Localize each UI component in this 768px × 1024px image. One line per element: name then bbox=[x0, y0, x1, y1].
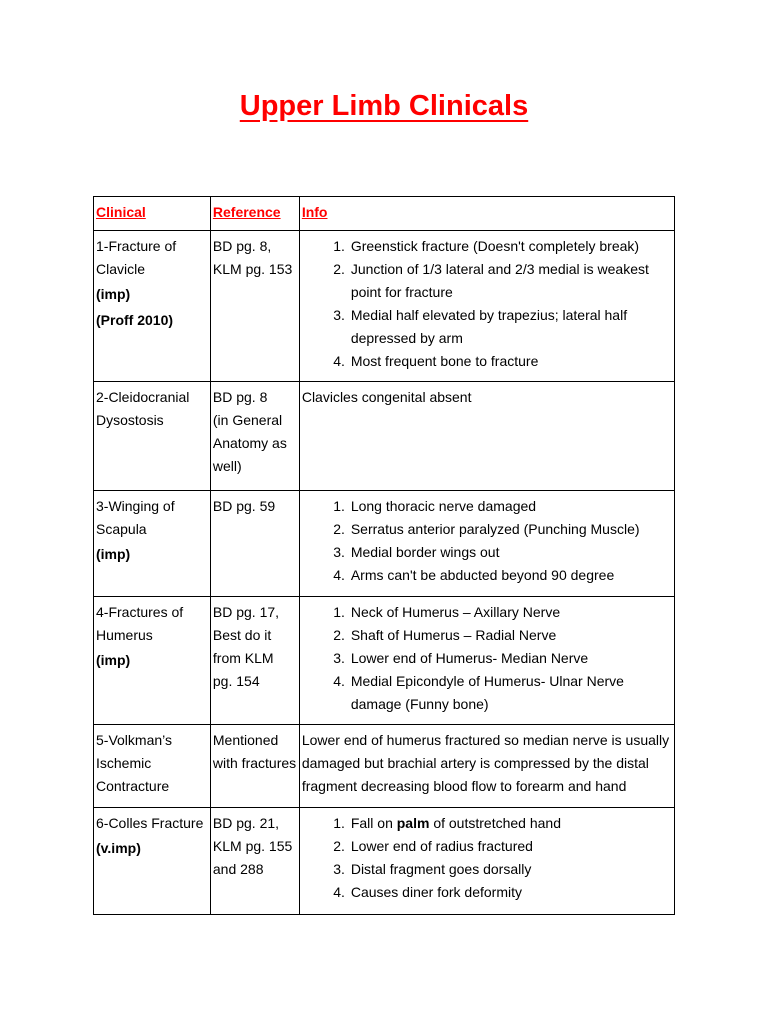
reference-cell bbox=[210, 382, 299, 491]
list-item: 3. Lower end of Humerus- Median Nerve bbox=[349, 647, 672, 670]
list-item: 3. Medial border wings out bbox=[349, 541, 672, 564]
list-item: 4. Medial Epicondyle of Humerus- Ulnar Nerve damage (Funny bone) bbox=[349, 670, 672, 716]
reference-cell: BD pg. 21, KLM pg. 155 and 288 bbox=[210, 808, 299, 915]
table-row bbox=[94, 725, 675, 808]
reference-text: BD pg. 8 bbox=[212, 389, 268, 405]
header-reference: Reference bbox=[210, 197, 299, 231]
list-item-text: Fall on bbox=[350, 815, 397, 831]
list-item: 3. Medial half elevated by trapezius; lateral half depressed by arm bbox=[349, 304, 672, 350]
info-cell bbox=[299, 808, 674, 915]
info-list bbox=[302, 601, 672, 716]
header-clinical: Clinical bbox=[94, 197, 211, 231]
clinical-cell bbox=[94, 382, 211, 491]
table-row bbox=[94, 597, 675, 725]
reference-cell: BD pg. 59 bbox=[210, 491, 299, 597]
clinical-name: 6-Colles Fracture bbox=[96, 815, 204, 831]
list-item: 1. Long thoracic nerve damaged bbox=[349, 495, 672, 518]
list-item: 4. Most frequent bone to fracture bbox=[349, 350, 672, 373]
clinical-name: 4-Fractures of Humerus bbox=[96, 604, 184, 643]
importance-tag: (imp) bbox=[96, 286, 131, 302]
table-row bbox=[94, 808, 675, 915]
clinical-cell: 5-Volkman’s Ischemic Contracture bbox=[94, 725, 211, 808]
list-item: 1. Greenstick fracture (Doesn't completely break) bbox=[349, 235, 672, 258]
reference-cell: Mentioned with fractures bbox=[210, 725, 299, 808]
clinicals-table bbox=[93, 196, 675, 915]
header-info: Info bbox=[299, 197, 674, 231]
exam-tag: (Proff 2010) bbox=[96, 312, 174, 328]
reference-cell: BD pg. 8, KLM pg. 153 bbox=[210, 231, 299, 382]
info-cell: Lower end of humerus fractured so median nerve is usually damaged but brachial artery is compressed by the distal fragment decreasing blood flow to forearm and hand bbox=[299, 725, 674, 808]
list-item-text: of outstretched hand bbox=[429, 815, 561, 831]
clinical-cell bbox=[94, 231, 211, 382]
info-cell: Clavicles congenital absent bbox=[299, 382, 674, 491]
table-row bbox=[94, 231, 675, 382]
importance-tag: (v.imp) bbox=[96, 840, 141, 856]
clinical-name: 3-Winging of Scapula bbox=[96, 498, 175, 537]
reference-cell: BD pg. 17, Best do it from KLM pg. 154 bbox=[210, 597, 299, 725]
list-item: 4. Causes diner fork deformity bbox=[349, 881, 672, 904]
clinical-name: 1-Fracture of Clavicle bbox=[96, 238, 177, 277]
list-item: 2. Shaft of Humerus – Radial Nerve bbox=[349, 624, 672, 647]
list-item: 2. Lower end of radius fractured bbox=[349, 835, 672, 858]
info-list bbox=[302, 812, 672, 904]
importance-tag: (imp) bbox=[96, 652, 131, 668]
clinical-cell bbox=[94, 808, 211, 915]
list-item: 2. Serratus anterior paralyzed (Punching Muscle) bbox=[349, 518, 672, 541]
clinical-cell bbox=[94, 597, 211, 725]
list-item: 1. Neck of Humerus – Axillary Nerve bbox=[349, 601, 672, 624]
table-row bbox=[94, 491, 675, 597]
table-row bbox=[94, 382, 675, 491]
info-list bbox=[302, 235, 672, 373]
clinical-name: 2-Cleidocranial Dysostosis bbox=[96, 389, 190, 428]
page-title: Upper Limb Clinicals bbox=[239, 90, 529, 122]
info-list bbox=[302, 495, 672, 587]
list-item: 2. Junction of 1/3 lateral and 2/3 medial is weakest point for fracture bbox=[349, 258, 672, 304]
info-cell bbox=[299, 231, 674, 382]
emphasis-text: palm bbox=[396, 815, 430, 831]
list-item: 3. Distal fragment goes dorsally bbox=[349, 858, 672, 881]
list-item bbox=[349, 812, 672, 835]
clinical-cell bbox=[94, 491, 211, 597]
info-cell bbox=[299, 491, 674, 597]
reference-note: (in General Anatomy as well) bbox=[212, 412, 287, 474]
table-header-row bbox=[94, 197, 675, 231]
list-item: 4. Arms can't be abducted beyond 90 degree bbox=[349, 564, 672, 587]
info-cell bbox=[299, 597, 674, 725]
importance-tag: (imp) bbox=[96, 546, 131, 562]
